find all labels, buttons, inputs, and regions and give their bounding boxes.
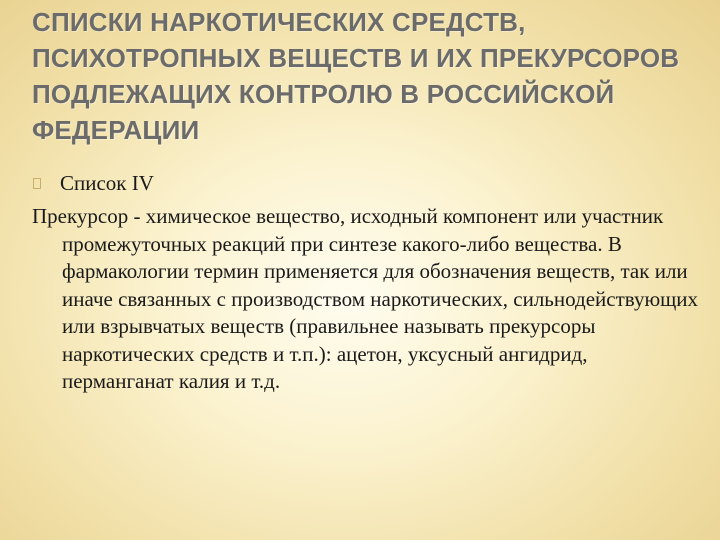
slide-title-line-4: ФЕДЕРАЦИИ bbox=[32, 115, 200, 145]
slide-body bbox=[0, 170, 700, 396]
bullet-arrow-icon bbox=[33, 178, 42, 189]
bullet-text: Список IV bbox=[60, 171, 154, 195]
slide-title-line-3: ПОДЛЕЖАЩИХ КОНТРОЛЮ В РОССИЙСКОЙ bbox=[32, 79, 615, 109]
slide-title-line-2: ПСИХОТРОПНЫХ ВЕЩЕСТВ И ИХ ПРЕКУРСОРОВ bbox=[32, 43, 680, 73]
slide-title-line-1: СПИСКИ НАРКОТИЧЕСКИХ СРЕДСТВ, bbox=[32, 7, 526, 37]
bullet-item bbox=[0, 170, 700, 198]
body-paragraph: Прекурсор - химическое вещество, исходный компонент или участник промежуточных реакций при синтезе какого-либо вещества. В фармакологии термин применяется для обозначения веществ, так или иначе связанных с производством наркотических, сильнодействующих или взрывчатых веществ (правильнее называть прекурсоры наркотических средств и т.п.): ацетон, уксусный ангидрид, перманганат калия и т.д. bbox=[32, 204, 699, 393]
slide-title bbox=[32, 4, 720, 148]
